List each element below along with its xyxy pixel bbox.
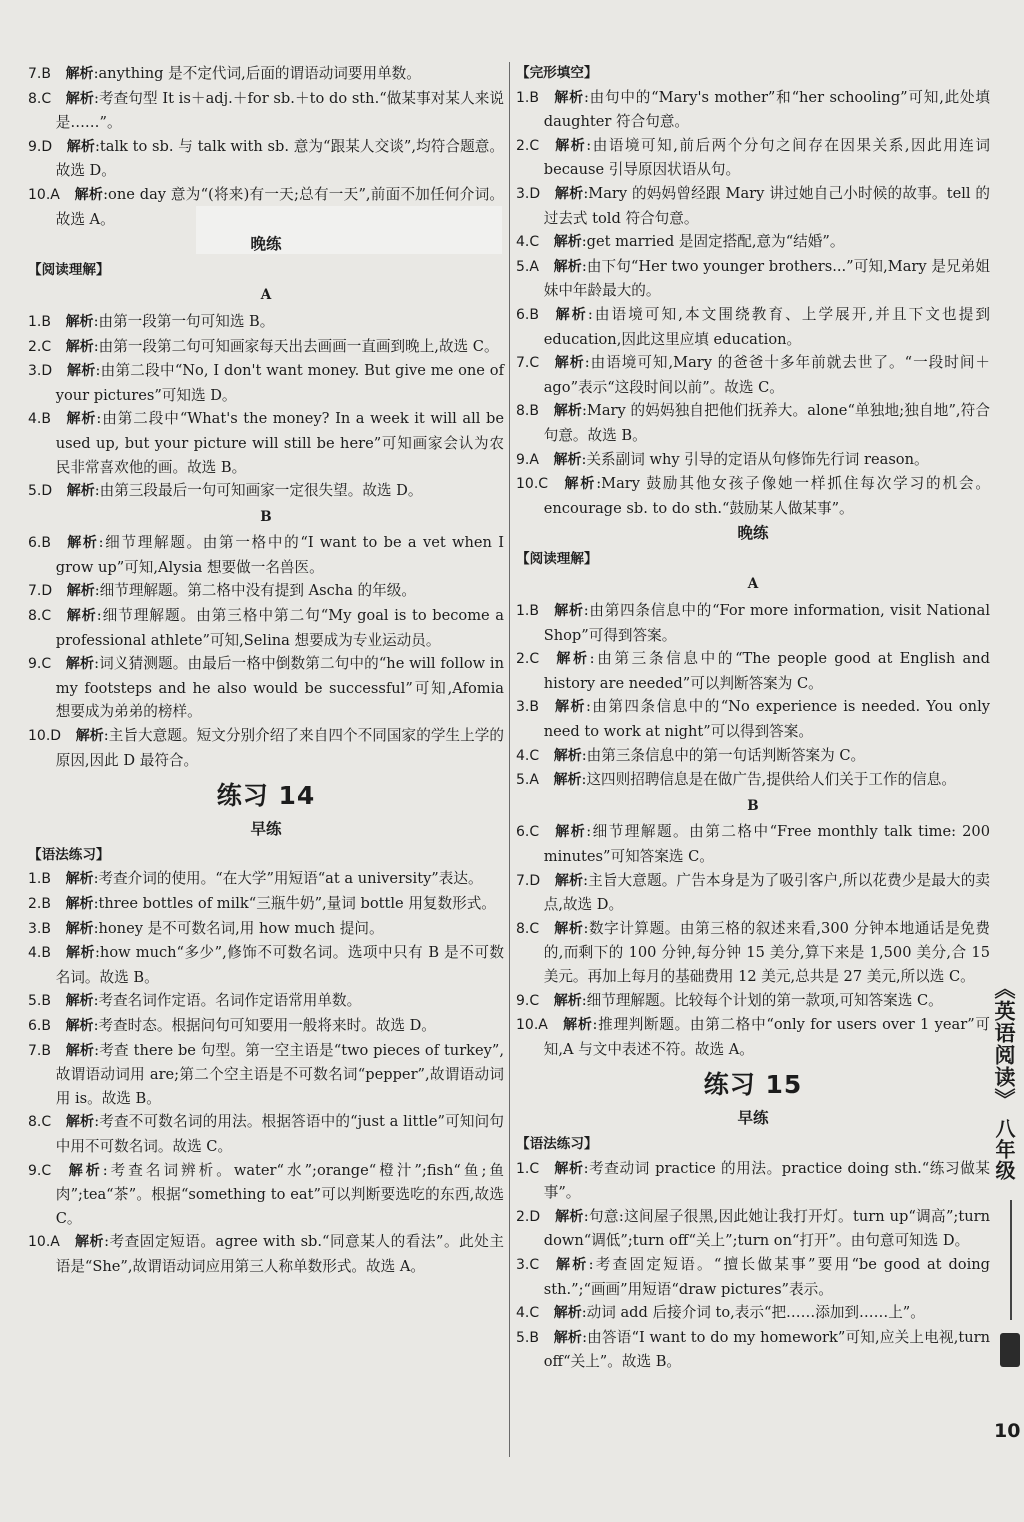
analysis-label: 解析 — [553, 772, 582, 789]
analysis-text: :细节理解题。由第三格中第二句“My goal is to become a professional athlete”可知,Selina 想要成为专业运动员。 — [55, 607, 505, 649]
analysis-label: 解析 — [554, 1208, 584, 1225]
analysis-label: 解析 — [75, 728, 104, 745]
analysis-label: 解析 — [65, 535, 99, 552]
answer-item — [28, 652, 504, 724]
analysis-text: :Mary 的妈妈独自把他们抚养大。alone“单独地;独自地”,符合句意。故选 B。 — [543, 402, 991, 444]
answer-number: 5.A — [516, 258, 539, 275]
analysis-text: :Mary 鼓励其他女孩子像她一样抓住每次学习的机会。encourage sb. to do sth.“鼓励某人做某事”。 — [543, 475, 990, 517]
answer-number: 8.C — [516, 920, 540, 937]
book-title: 《英语阅读》 — [992, 978, 1016, 1110]
answer-item — [516, 182, 990, 230]
answer-item — [516, 1157, 990, 1205]
answer-item — [516, 647, 990, 695]
analysis-text: :考查句型 It is＋adj.＋for sb.＋to do sth.“做某事对某人来说是……”。 — [55, 89, 505, 132]
answer-item — [28, 892, 504, 917]
analysis-text: :主旨大意题。广告本身是为了吸引客户,所以花费少是最大的卖点,故选 D。 — [543, 871, 990, 914]
analysis-label: 解析 — [553, 403, 582, 420]
answer-item — [516, 472, 990, 520]
answer-item — [516, 744, 990, 769]
session-heading: 晚练 — [737, 524, 769, 543]
answer-item — [28, 183, 504, 231]
analysis-label: 解析 — [65, 1114, 95, 1131]
answer-number: 3.D — [516, 185, 541, 202]
passage-letter: B — [260, 508, 272, 525]
analysis-label: 解析 — [553, 920, 584, 937]
analysis-text: :细节理解题。第二格中没有提到 Ascha 的年级。 — [94, 582, 416, 600]
answer-item — [28, 310, 504, 335]
analysis-text: :考查介词的使用。“在大学”用短语“at a university”表达。 — [93, 870, 483, 888]
passage-letter: A — [260, 287, 272, 304]
analysis-label: 解析 — [65, 871, 94, 888]
passage-letter: B — [747, 797, 759, 814]
analysis-text: :由语境可知,前后两个分句之间存在因果关系,因此用连词 because 引导原因状语从句。 — [543, 136, 991, 179]
answer-number: 3.D — [28, 363, 53, 380]
analysis-text: :主旨大意题。短文分别介绍了来自四个不同国家的学生上学的原因,因此 D 最符合。 — [55, 727, 504, 769]
answer-number: 2.C — [516, 651, 540, 668]
analysis-text: :关系副词 why 引导的定语从句修饰先行词 reason。 — [581, 450, 929, 468]
analysis-label: 解析 — [553, 137, 587, 154]
answer-number: 4.B — [28, 411, 51, 428]
side-rule — [1010, 1200, 1012, 1320]
answer-number: 9.A — [516, 451, 539, 468]
answer-item — [28, 359, 504, 407]
analysis-label: 解析 — [65, 338, 94, 355]
side-tab-strip — [990, 0, 1024, 1522]
answer-number: 6.B — [28, 535, 51, 552]
analysis-label: 解析 — [553, 603, 584, 620]
section-heading: 【阅读理解】 — [516, 550, 598, 567]
page-number: 10 — [994, 1420, 1021, 1442]
answer-number: 5.A — [516, 772, 539, 789]
answer-number: 10.D — [28, 728, 62, 745]
analysis-label: 解析 — [66, 483, 95, 500]
analysis-label: 解析 — [562, 476, 597, 493]
answer-item — [28, 87, 504, 135]
analysis-text: :数字计算题。由第三格的叙述来看,300 分钟本地通话是免费的,而剩下的 100 分钟,每分钟 15 美分,算下来是 1,500 美分,合 15 美元。再加上每月的基础费用 12 美元,总共是 27 美元,所以选 C。 — [543, 919, 990, 985]
answer-item — [516, 989, 990, 1014]
answer-number: 4.B — [28, 945, 51, 962]
answer-number: 7.C — [516, 355, 540, 372]
analysis-label: 解析 — [562, 1017, 593, 1034]
answer-number: 1.B — [28, 871, 51, 888]
answer-item — [516, 134, 990, 182]
exercise-title: 练习 14 — [216, 781, 316, 811]
answer-item — [516, 86, 990, 134]
analysis-label: 解析 — [65, 1042, 95, 1059]
analysis-text: :考查动词 practice 的用法。practice doing sth.“练习做某事”。 — [543, 1159, 991, 1202]
thumb-tab — [1000, 1333, 1020, 1367]
answer-number: 8.C — [28, 608, 52, 625]
answer-item — [516, 399, 990, 447]
answer-item — [516, 255, 990, 303]
session-heading: 早练 — [250, 820, 282, 839]
answer-number: 6.B — [28, 1017, 51, 1034]
answer-item — [516, 1013, 990, 1061]
answer-item — [516, 869, 990, 917]
answer-item — [516, 599, 990, 647]
analysis-label: 解析 — [65, 993, 94, 1010]
answer-item — [516, 351, 990, 399]
analysis-text: :考查时态。根据问句可知要用一般将来时。故选 D。 — [93, 1016, 436, 1034]
answer-number: 4.C — [516, 234, 540, 251]
answer-number: 6.C — [516, 824, 540, 841]
answer-number: 7.D — [516, 872, 541, 889]
answer-item — [516, 1205, 990, 1253]
answer-number: 2.C — [516, 137, 540, 154]
answer-number: 2.C — [28, 338, 52, 355]
answer-number: 1.B — [516, 89, 539, 106]
answer-item — [28, 867, 504, 892]
analysis-label: 解析 — [553, 824, 587, 841]
answer-item — [28, 1110, 504, 1158]
right-column — [516, 62, 990, 1374]
section-heading: 【完形填空】 — [516, 65, 598, 81]
answer-item — [516, 1253, 990, 1301]
answer-number: 9.C — [516, 992, 540, 1009]
analysis-label: 解析 — [65, 896, 94, 912]
exercise-title: 练习 15 — [703, 1070, 803, 1100]
answer-number: 5.D — [28, 483, 53, 500]
answer-item — [28, 335, 504, 360]
answer-item — [516, 820, 990, 868]
answer-number: 4.C — [516, 1305, 540, 1322]
analysis-text: :考查不可数名词的用法。根据答语中的“just a little”可知问句中用不可数名词。故选 C。 — [55, 1113, 504, 1155]
analysis-text: :由第四条信息中的“For more information, visit National Shop”可得到答案。 — [543, 602, 990, 644]
answer-number: 3.B — [516, 699, 539, 716]
analysis-text: :由第二段中“What's the money? In a week it will all be used up, but your picture will still be here”可知画家会认为农民非常喜欢他的画。故选 B。 — [55, 410, 504, 476]
analysis-label: 解析 — [65, 945, 96, 962]
analysis-label: 解析 — [553, 451, 582, 468]
answer-number: 8.B — [516, 403, 539, 420]
analysis-text: :由语境可知,本文围绕教育、上学展开,并且下文也提到 education,因此这里应填 education。 — [543, 305, 990, 348]
analysis-label: 解析 — [553, 1160, 584, 1177]
analysis-text: :由下句“Her two younger brothers...”可知,Mary 是兄弟姐妹中年龄最大的。 — [543, 257, 990, 300]
analysis-text: :由句中的“Mary's mother”和“her schooling”可知,此处填 daughter 符合句意。 — [543, 88, 990, 131]
session-heading: 早练 — [737, 1109, 769, 1128]
analysis-label: 解析 — [65, 90, 94, 107]
analysis-label: 解析 — [65, 656, 95, 673]
answer-number: 9.C — [28, 656, 52, 673]
analysis-text: :细节理解题。比较每个计划的第一款项,可知答案选 C。 — [581, 991, 943, 1009]
answer-item — [516, 1301, 990, 1326]
answer-item — [516, 230, 990, 255]
analysis-text: :细节理解题。由第二格中“Free monthly talk time: 200 minutes”可知答案选 C。 — [543, 823, 990, 865]
answer-item — [28, 1230, 504, 1278]
answer-number: 3.B — [28, 920, 51, 937]
analysis-text: :three bottles of milk“三瓶牛奶”,量词 bottle 用复数形式。 — [93, 895, 496, 912]
answer-number: 5.B — [28, 993, 51, 1010]
answer-item — [28, 724, 504, 772]
answer-item — [28, 135, 504, 183]
section-heading: 【语法练习】 — [28, 846, 110, 863]
analysis-text: :考查 there be 句型。第一空主语是“two pieces of turkey”,故谓语动词用 are;第二个空主语是不可数名词“pepper”,故谓语动词用 is。故选 B。 — [55, 1041, 505, 1107]
analysis-text: :句意:这间屋子很黑,因此她让我打开灯。turn up“调高”;turn down“调低”;turn off“关上”;turn on“打开”。由句意可知选 D。 — [543, 1207, 990, 1250]
answer-item — [28, 604, 504, 652]
answer-item — [28, 579, 504, 604]
analysis-label: 解析 — [553, 1329, 583, 1346]
analysis-text: :anything 是不定代词,后面的谓语动词要用单数。 — [93, 65, 421, 82]
left-column — [28, 62, 504, 1279]
answer-item — [516, 768, 990, 793]
analysis-text: :推理判断题。由第二格中“only for users over 1 year”可知,A 与文中表述不符。故选 A。 — [543, 1016, 990, 1058]
answer-number: 3.C — [516, 1256, 540, 1273]
column-divider — [509, 62, 510, 1457]
answer-number: 7.B — [28, 1042, 51, 1059]
answer-item — [516, 917, 990, 989]
analysis-text: :honey 是不可数名词,用 how much 提问。 — [93, 919, 384, 937]
analysis-text: :考查名词作定语。名词作定语常用单数。 — [93, 992, 362, 1010]
analysis-text: :Mary 的妈妈曾经跟 Mary 讲过她自己小时候的故事。tell 的过去式 told 符合句意。 — [543, 184, 990, 227]
answer-item — [516, 448, 990, 473]
answer-item — [28, 917, 504, 942]
answer-number: 2.B — [28, 896, 51, 912]
analysis-text: :考查固定短语。“擅长做某事”要用“be good at doing sth.”;“画画”用短语“draw pictures”表示。 — [543, 1255, 991, 1298]
analysis-text: :由答语“I want to do my homework”可知,应关上电视,turn off“关上”。故选 B。 — [543, 1328, 990, 1371]
analysis-label: 解析 — [553, 699, 586, 716]
answer-number: 7.D — [28, 583, 53, 600]
answer-number: 1.B — [28, 313, 51, 330]
answer-number: 10.A — [516, 1017, 548, 1034]
analysis-label: 解析 — [65, 1162, 103, 1179]
answer-item — [516, 695, 990, 743]
answer-number: 1.C — [516, 1160, 540, 1177]
answer-number: 10.A — [28, 1234, 60, 1251]
answer-item — [28, 479, 504, 504]
analysis-label: 解析 — [553, 1305, 582, 1322]
analysis-label: 解析 — [65, 66, 94, 82]
analysis-text: :由语境可知,Mary 的爸爸十多年前就去世了。“一段时间＋ago”表示“这段时间以前”。故选 C。 — [543, 354, 990, 396]
analysis-label: 解析 — [553, 747, 582, 764]
analysis-label: 解析 — [66, 138, 95, 155]
analysis-label: 解析 — [553, 1256, 589, 1273]
analysis-label: 解析 — [65, 411, 97, 428]
answer-number: 10.C — [516, 476, 549, 493]
analysis-text: :考查固定短语。agree with sb.“同意某人的看法”。此处主语是“She”,故谓语动词应用第三人称单数形式。故选 A。 — [55, 1233, 505, 1275]
analysis-label: 解析 — [554, 872, 584, 889]
analysis-text: :get married 是固定搭配,意为“结婚”。 — [581, 233, 845, 251]
analysis-label: 解析 — [553, 89, 584, 106]
answer-item — [516, 1326, 990, 1374]
analysis-label: 解析 — [554, 185, 584, 202]
section-heading: 【语法练习】 — [516, 1135, 598, 1152]
session-heading: 晚练 — [250, 235, 282, 254]
answer-number: 7.B — [28, 66, 51, 82]
answer-number: 9.C — [28, 1162, 52, 1179]
answer-number: 4.C — [516, 747, 540, 764]
answer-item — [28, 1014, 504, 1039]
analysis-label: 解析 — [65, 920, 94, 937]
answer-item — [28, 407, 504, 479]
analysis-label: 解析 — [553, 234, 582, 251]
analysis-text: :talk to sb. 与 talk with sb. 意为“跟某人交谈”,均符合题意。故选 D。 — [55, 137, 505, 180]
answer-item — [28, 62, 504, 87]
answer-item — [28, 531, 504, 579]
analysis-text: :由第一段第二句可知画家每天出去画画一直画到晚上,故选 C。 — [93, 337, 499, 355]
analysis-label: 解析 — [74, 186, 104, 203]
answer-item — [516, 303, 990, 351]
analysis-label: 解析 — [553, 992, 582, 1009]
grade-label: 八年级 — [992, 1118, 1016, 1181]
analysis-label: 解析 — [65, 313, 94, 330]
analysis-label: 解析 — [553, 355, 585, 372]
analysis-text: :one day 意为“(将来)有一天;总有一天”,前面不加任何介词。故选 A。 — [55, 185, 505, 228]
answer-number: 5.B — [516, 1329, 539, 1346]
analysis-label: 解析 — [553, 651, 590, 668]
answer-number: 10.A — [28, 186, 60, 203]
analysis-text: :由第二段中“No, I don't want money. But give me one of your pictures”可知选 D。 — [55, 362, 504, 404]
answer-number: 8.C — [28, 90, 52, 107]
analysis-text: :由第一段第一句可知选 B。 — [93, 312, 275, 330]
analysis-text: :这四则招聘信息是在做广告,提供给人们关于工作的信息。 — [581, 771, 956, 789]
answer-item — [28, 1039, 504, 1111]
analysis-label: 解析 — [553, 306, 588, 323]
analysis-label: 解析 — [65, 1017, 94, 1034]
analysis-text: :动词 add 后接介词 to,表示“把……添加到……上”。 — [581, 1304, 925, 1322]
answer-item — [28, 941, 504, 989]
analysis-text: :考查名词辨析。water“水”;orange“橙汁”;fish“鱼;鱼肉”;tea“茶”。根据“something to eat”可以判断要选吃的东西,故选 C。 — [55, 1161, 505, 1227]
answer-number: 8.C — [28, 1114, 52, 1131]
analysis-label: 解析 — [65, 608, 97, 625]
answer-number: 1.B — [516, 603, 539, 620]
analysis-text: :由第三条信息中的“The people good at English and history are needed”可以判断答案为 C。 — [543, 650, 990, 692]
analysis-text: :词义猜测题。由最后一格中倒数第二句中的“he will follow in my footsteps and he also would be successful”可知,Afomia 想要成为弟弟的榜样。 — [55, 655, 505, 721]
passage-letter: A — [747, 576, 759, 593]
answer-item — [28, 989, 504, 1014]
analysis-text: :由第三段最后一句可知画家一定很失望。故选 D。 — [94, 482, 423, 500]
analysis-label: 解析 — [66, 583, 95, 600]
analysis-text: :细节理解题。由第一格中的“I want to be a vet when I grow up”可知,Alysia 想要做一名兽医。 — [55, 534, 505, 576]
section-heading: 【阅读理解】 — [28, 261, 110, 278]
analysis-text: :由第四条信息中的“No experience is needed. You only need to work at night”可以得到答案。 — [543, 698, 990, 741]
analysis-label: 解析 — [66, 363, 96, 380]
analysis-text: :how much“多少”,修饰不可数名词。选项中只有 B 是不可数名词。故选 B。 — [55, 944, 505, 986]
analysis-text: :由第三条信息中的第一句话判断答案为 C。 — [581, 746, 866, 764]
answer-number: 9.D — [28, 138, 53, 155]
answer-number: 2.D — [516, 1208, 541, 1225]
answer-number: 6.B — [516, 306, 539, 323]
analysis-label: 解析 — [74, 1234, 105, 1251]
analysis-label: 解析 — [553, 258, 582, 275]
answer-item — [28, 1159, 504, 1231]
